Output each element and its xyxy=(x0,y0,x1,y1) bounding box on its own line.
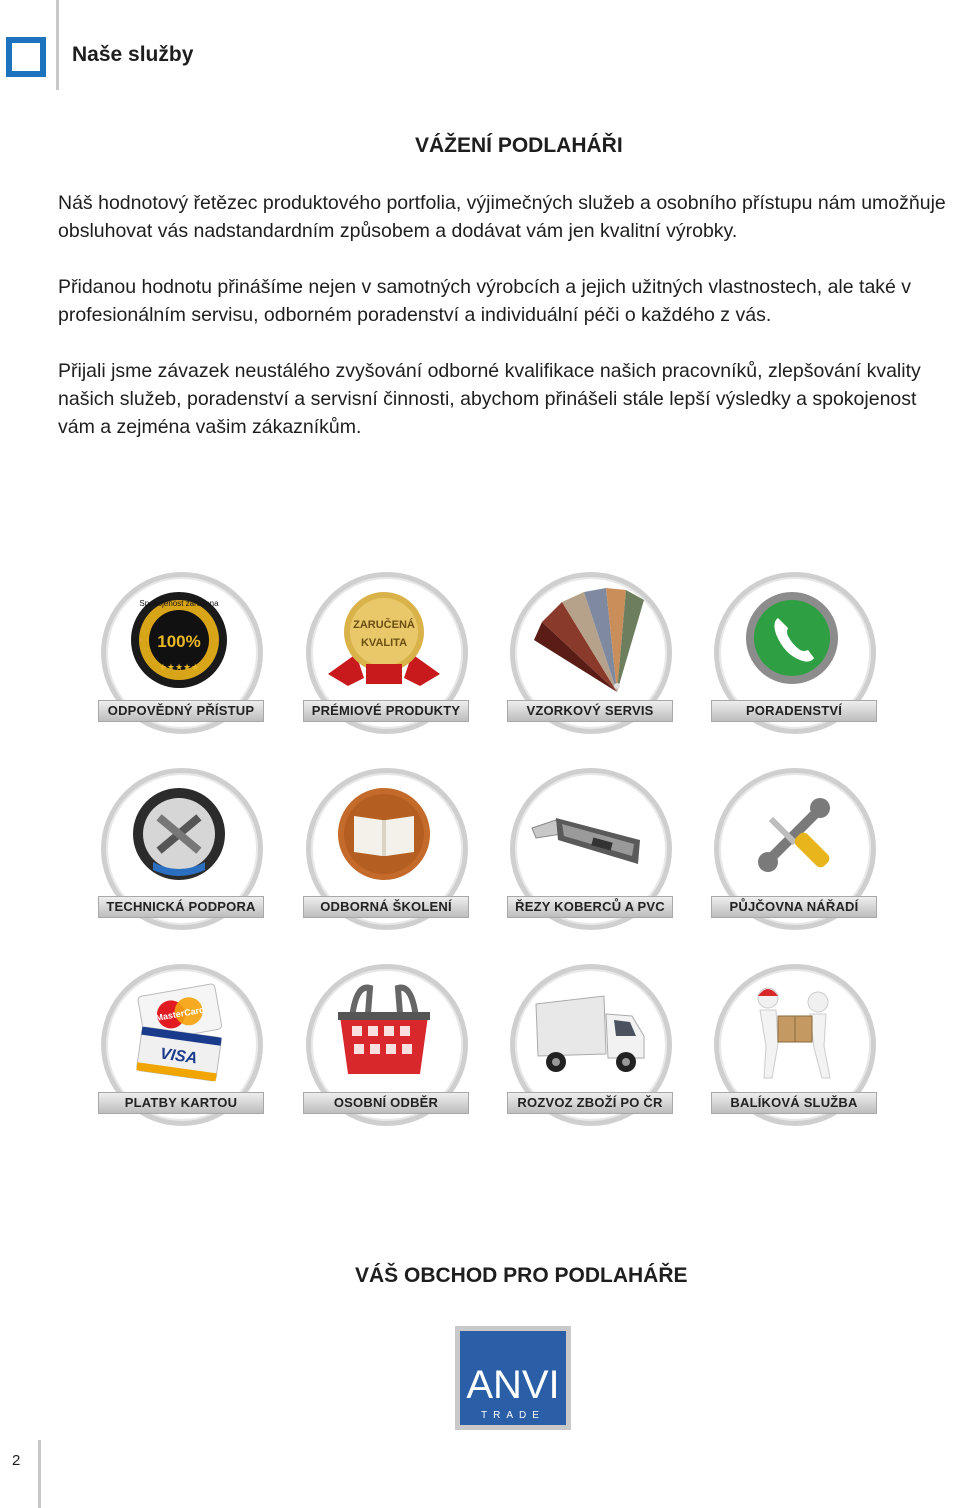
guarantee-seal-icon xyxy=(113,582,245,700)
intro-paragraph-3: Přijali jsme závazek neustálého zvyšování odborné kvalifikace našich pracovníků, zlepšování kvality našich služeb, poradenství a servisní činnosti, abychom přinášeli stále lepší výsledky a spokojenost vám a zejména vašim zákazníkům. xyxy=(58,360,921,438)
footer-divider xyxy=(38,1440,41,1508)
visa-text: VISA xyxy=(158,1045,199,1068)
service-odborna-skoleni xyxy=(303,768,473,943)
service-premiove-produkty xyxy=(303,572,473,747)
intro-paragraph-2: Přidanou hodnotu přinášíme nejen v samotných výrobcích a jejich užitných vlastnostech, ale také v profesionálním servisu, odborném poradenství a individuální péči o každého z vás. xyxy=(58,276,912,326)
seal-percent-text: 100% xyxy=(157,632,201,651)
service-platby-kartou xyxy=(98,964,268,1139)
service-label: VZORKOVÝ SERVIS xyxy=(507,700,673,722)
section-title: Naše služby xyxy=(72,43,194,66)
service-label: BALÍKOVÁ SLUŽBA xyxy=(711,1092,877,1114)
medal-line-2: KVALITA xyxy=(360,637,408,649)
wrench-screwdriver-icon xyxy=(726,778,858,896)
service-odpovedny-pristup xyxy=(98,572,268,747)
seal-caption-text: Spokojenost zaručena xyxy=(139,599,219,608)
delivery-truck-icon xyxy=(522,974,654,1092)
service-label: PŮJČOVNA NÁŘADÍ xyxy=(711,896,877,918)
tools-support-icon xyxy=(113,778,245,896)
shopping-basket-icon xyxy=(318,974,450,1092)
header-divider xyxy=(56,0,59,90)
service-osobni-odber xyxy=(303,964,473,1139)
logo-anvi-text: ANVI xyxy=(466,1363,560,1407)
medal-line-1: ZARUČENÁ xyxy=(353,619,415,631)
utility-knife-icon xyxy=(522,778,654,896)
mastercard-text: MasterCard xyxy=(154,1004,206,1024)
service-balikova-sluzba xyxy=(711,964,881,1139)
anvi-trade-logo xyxy=(455,1326,571,1430)
service-rozvoz-zbozi xyxy=(507,964,677,1139)
service-vzorkovy-servis xyxy=(507,572,677,747)
gold-medal-icon xyxy=(318,582,450,700)
service-label: PLATBY KARTOU xyxy=(98,1092,264,1114)
intro-heading: VÁŽENÍ PODLAHÁŘI xyxy=(415,134,623,157)
service-label: ODBORNÁ ŠKOLENÍ xyxy=(303,896,469,918)
section-marker-icon xyxy=(6,37,46,77)
intro-paragraph-1: Náš hodnotový řetězec produktového portfolia, výjimečných služeb a osobního přístupu nám umožňuje obsluhovat vás nadstandardním způsobem a dodávat vám jen kvalitní výrobky. xyxy=(58,192,946,242)
svg-text:★★★★★: ★★★★★ xyxy=(158,662,200,672)
service-rezy-kobercu xyxy=(507,768,677,943)
service-label: ŘEZY KOBERCŮ A PVC xyxy=(507,896,673,918)
payment-cards-icon xyxy=(113,974,245,1092)
service-label: TECHNICKÁ PODPORA xyxy=(98,896,264,918)
color-fan-icon xyxy=(522,582,654,700)
service-label: PRÉMIOVÉ PRODUKTY xyxy=(303,700,469,722)
service-label: ROZVOZ ZBOŽÍ PO ČR xyxy=(507,1092,673,1114)
phone-button-icon xyxy=(726,582,858,700)
logo-trade-text: TRADE xyxy=(481,1410,545,1421)
shop-heading: VÁŠ OBCHOD PRO PODLAHÁŘE xyxy=(355,1264,688,1287)
book-icon xyxy=(318,778,450,896)
page-number: 2 xyxy=(12,1452,21,1469)
service-technicka-podpora xyxy=(98,768,268,943)
service-label: OSOBNÍ ODBĚR xyxy=(303,1092,469,1114)
service-poradenstvi xyxy=(711,572,881,747)
service-label: PORADENSTVÍ xyxy=(711,700,877,722)
parcel-carriers-icon xyxy=(726,974,858,1092)
service-label: ODPOVĚDNÝ PŘÍSTUP xyxy=(98,700,264,722)
service-pujcovna-naradi xyxy=(711,768,881,943)
